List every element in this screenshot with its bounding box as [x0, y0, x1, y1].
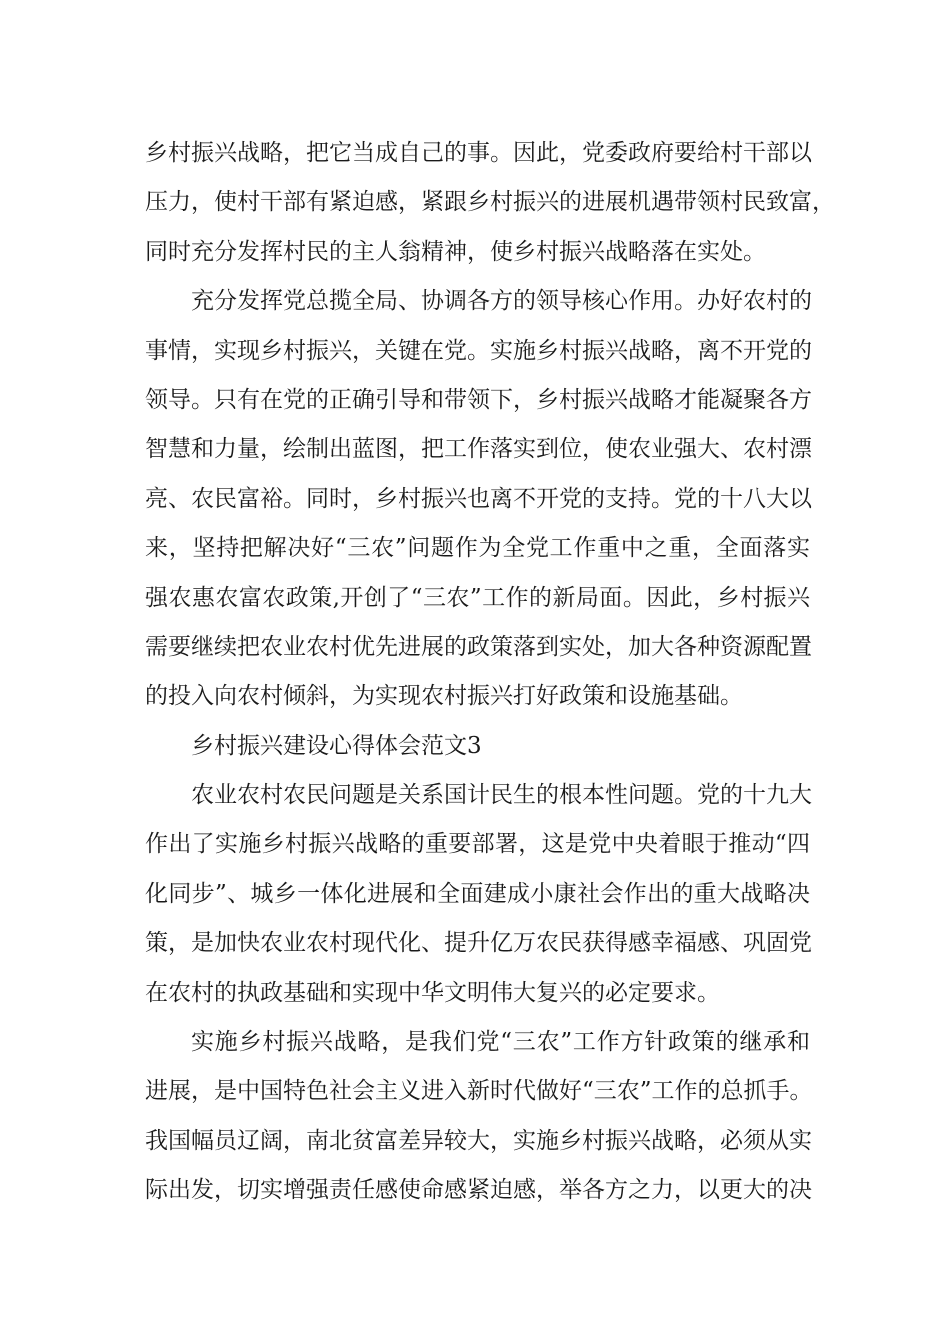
text-line: 际出发，切实增强责任感使命感紧迫感，举各方之力，以更大的决 [145, 1177, 812, 1204]
text-line: 农业农村农民问题是关系国计民生的根本性问题。党的十九大 [191, 782, 812, 809]
text-line: 智慧和力量，绘制出蓝图，把工作落实到位，使农业强大、农村漂 [145, 436, 812, 463]
section-heading-text: 乡村振兴建设心得体会范文3 [191, 732, 482, 759]
document-body [145, 129, 835, 1216]
paragraph [145, 129, 835, 277]
text-line: 领导。只有在党的正确引导和带领下，乡村振兴战略才能凝聚各方 [145, 386, 812, 413]
text-line: 充分发挥党总揽全局、协调各方的领导核心作用。办好农村的 [191, 288, 812, 315]
paragraph [145, 1018, 813, 1216]
text-line: 化同步”、城乡一体化进展和全面建成小康社会作出的重大战略决 [145, 880, 810, 907]
text-line: 亮、农民富裕。同时，乡村振兴也离不开党的支持。党的十八大以 [145, 485, 812, 512]
text-line: 策，是加快农业农村现代化、提升亿万农民获得感幸福感、巩固党 [145, 930, 812, 957]
text-line: 来，坚持把解决好“三农”问题作为全党工作重中之重，全面落实 [145, 535, 810, 562]
text-line: 事情，实现乡村振兴，关键在党。实施乡村振兴战略，离不开党的 [145, 337, 812, 364]
text-line: 作出了实施乡村振兴战略的重要部署，这是党中央着眼于推动“四 [145, 831, 810, 858]
text-line: 同时充分发挥村民的主人翁精神，使乡村振兴战略落在实处。 [145, 238, 766, 265]
text-line: 压力，使村干部有紧迫感，紧跟乡村振兴的进展机遇带领村民致富， [145, 189, 835, 216]
text-line: 需要继续把农业农村优先进展的政策落到实处，加大各种资源配置 [145, 633, 812, 660]
text-line: 的投入向农村倾斜，为实现农村振兴打好政策和设施基础。 [145, 683, 743, 710]
paragraph [145, 277, 810, 722]
text-line: 在农村的执政基础和实现中华文明伟大复兴的必定要求。 [145, 979, 720, 1006]
text-line: 进展，是中国特色社会主义进入新时代做好“三农”工作的总抓手。 [145, 1078, 813, 1105]
text-line: 乡村振兴战略，把它当成自己的事。因此，党委政府要给村干部以 [145, 140, 812, 166]
paragraph [145, 771, 810, 1018]
text-line: 强农惠农富农政策,开创了“三农”工作的新局面。因此，乡村振兴 [145, 584, 810, 611]
text-line: 我国幅员辽阔，南北贫富差异较大，实施乡村振兴战略，必须从实 [145, 1127, 812, 1154]
text-line: 实施乡村振兴战略，是我们党“三农”工作方针政策的继承和 [191, 1029, 810, 1056]
section-heading [145, 722, 810, 771]
